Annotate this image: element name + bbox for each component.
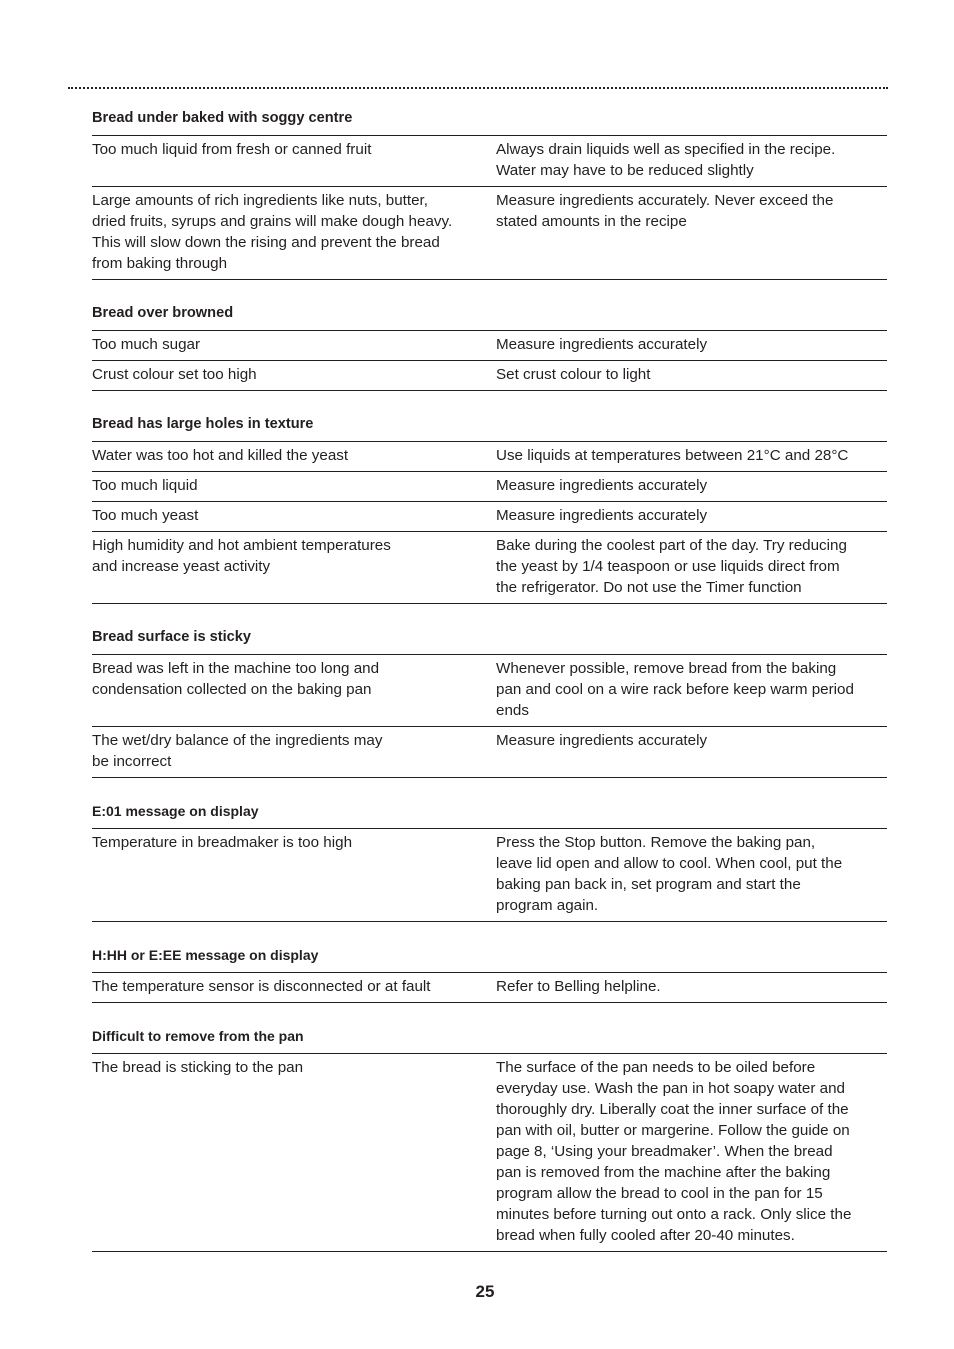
cause-cell: The temperature sensor is disconnected or at fault [92,978,431,995]
remedy-cell: Set crust colour to light [496,366,651,383]
table-row [92,442,887,472]
remedy-cell: Refer to Belling helpline. [496,978,661,995]
section-under-baked [92,108,887,280]
cause-cell: Too much yeast [92,507,199,524]
cause-cell: Crust colour set too high [92,366,257,383]
section-e01-message [92,801,887,922]
table-row [92,973,887,1003]
table-row [92,1054,887,1252]
section-title: Bread under baked with soggy centre [92,108,887,136]
cause-cell: Too much sugar [92,336,201,353]
cause-cell: Too much liquid [92,477,198,494]
remedy-cell: The surface of the pan needs to be oiled before everyday use. Wash the pan in hot soapy water and thoroughly dry. Liberally coat the inner surface of the pan with oil, butter or margerine. Follow the guide on page 8, ‘Using your breadmaker’. When the bread pan is removed from the machine after the baking program allow the bread to cool in the pan for 15 minutes before turning out onto a rack. Only slice the bread when fully cooled after 20-40 minutes. [496,1059,852,1244]
remedy-cell: Press the Stop button. Remove the baking pan, leave lid open and allow to cool. When cool, put the baking pan back in, set program and start the program again. [496,834,843,914]
cause-cell: Water was too hot and killed the yeast [92,447,349,464]
table-row [92,829,887,922]
remedy-cell: Always drain liquids well as specified in the recipe. Water may have to be reduced slightly [496,141,836,179]
remedy-cell: Measure ingredients accurately [496,732,708,749]
cause-cell: Too much liquid from fresh or canned fruit [92,141,372,158]
cause-cell: The wet/dry balance of the ingredients may be incorrect [92,732,383,770]
remedy-cell: Use liquids at temperatures between 21°C and 28°C [496,447,849,464]
table-row [92,655,887,727]
table-row [92,361,887,391]
section-title: Bread has large holes in texture [92,414,887,442]
table-row [92,136,887,187]
troubleshooting-table [92,108,887,1275]
cause-cell: Temperature in breadmaker is too high [92,834,353,851]
section-surface-sticky [92,627,887,778]
section-difficult-remove [92,1026,887,1252]
cause-cell: Large amounts of rich ingredients like nuts, butter, dried fruits, syrups and grains will make dough heavy. This will slow down the rising and prevent the bread from baking through [92,192,453,272]
cause-cell: The bread is sticking to the pan [92,1059,304,1076]
dotted-header-rule [68,87,888,89]
section-over-browned [92,303,887,391]
section-title: Bread over browned [92,303,887,331]
cause-cell: High humidity and hot ambient temperatures and increase yeast activity [92,537,391,575]
remedy-cell: Measure ingredients accurately [496,336,708,353]
remedy-cell: Whenever possible, remove bread from the baking pan and cool on a wire rack before keep warm period ends [496,660,854,719]
page-number: 25 [475,1282,495,1301]
section-title: H:HH or E:EE message on display [92,945,887,973]
remedy-cell: Measure ingredients accurately [496,477,708,494]
cause-cell: Bread was left in the machine too long and condensation collected on the baking pan [92,660,380,698]
section-hhh-eee-message [92,945,887,1003]
table-row [92,472,887,502]
table-row [92,532,887,604]
table-row [92,331,887,361]
section-large-holes [92,414,887,604]
table-row [92,187,887,280]
table-row [92,727,887,778]
remedy-cell: Bake during the coolest part of the day. Try reducing the yeast by 1/4 teaspoon or use liquids direct from the refrigerator. Do not use the Timer function [496,537,847,596]
remedy-cell: Measure ingredients accurately. Never exceed the stated amounts in the recipe [496,192,834,230]
remedy-cell: Measure ingredients accurately [496,507,708,524]
section-title: E:01 message on display [92,801,887,829]
section-title: Difficult to remove from the pan [92,1026,887,1054]
section-title: Bread surface is sticky [92,627,887,655]
table-row [92,502,887,532]
